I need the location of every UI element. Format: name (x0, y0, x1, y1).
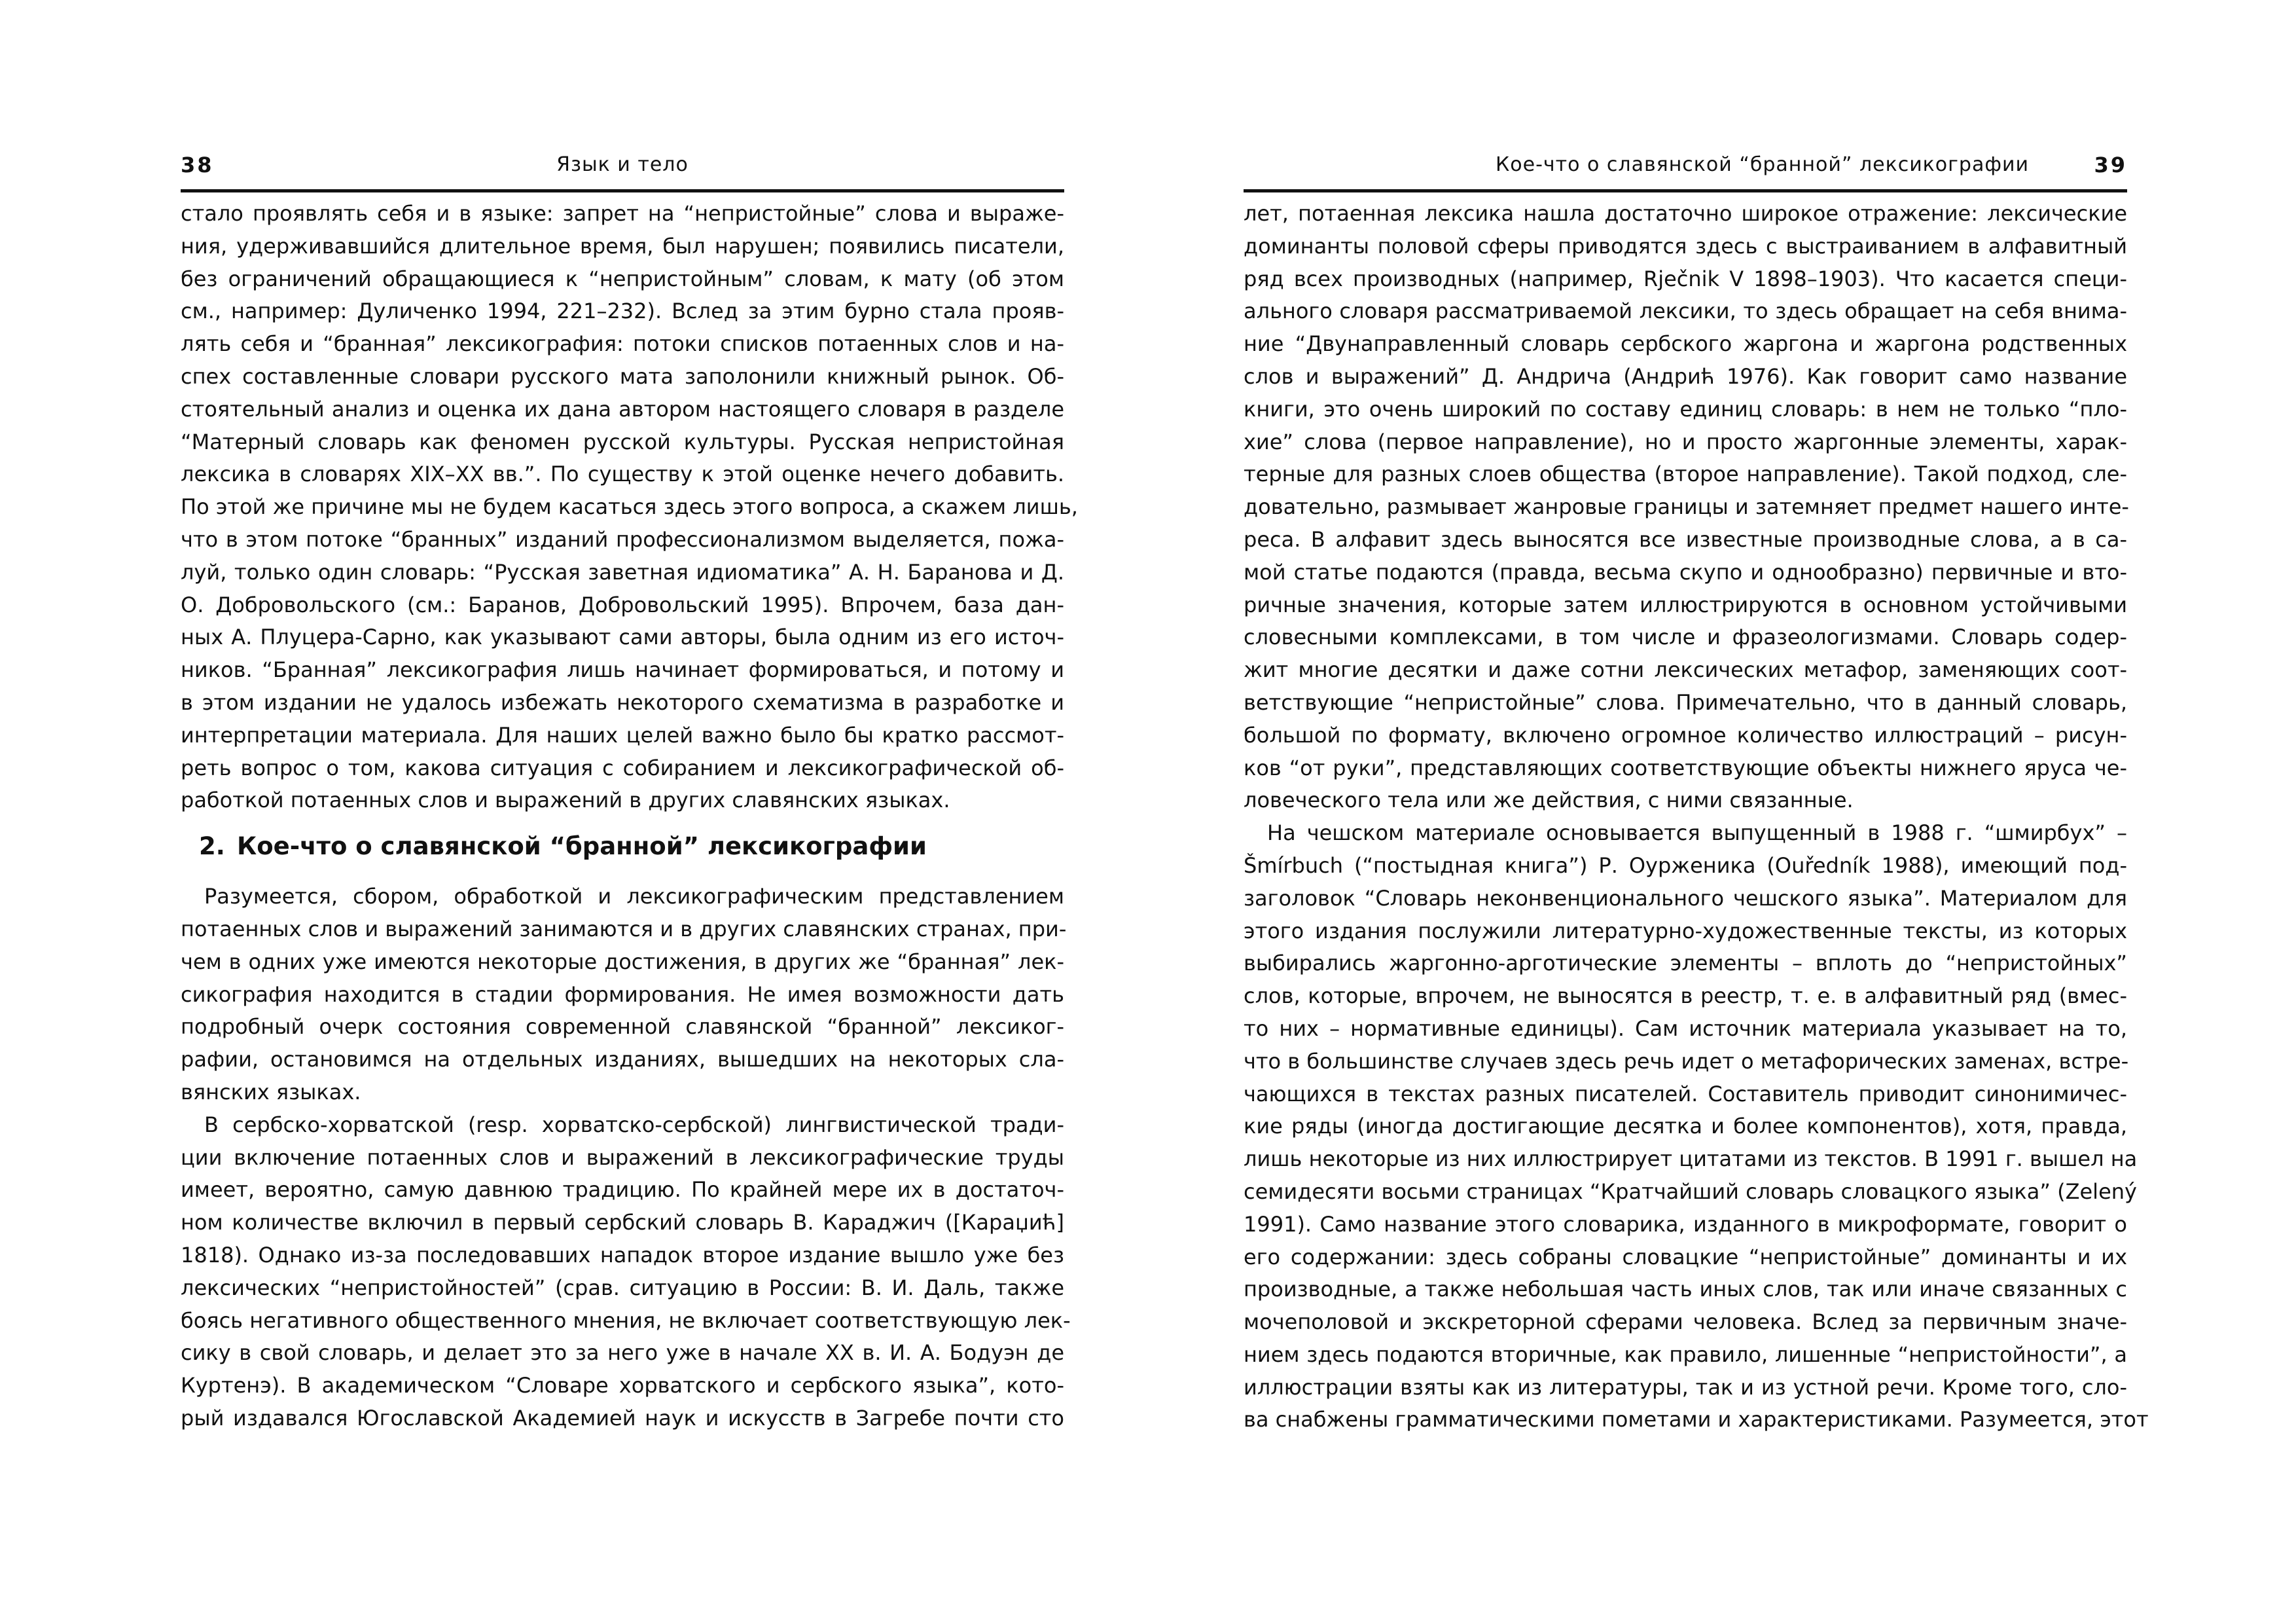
text-line: семидесяти восьми страницах “Кратчайший словарь словацкого языка” (Zelený (1244, 1178, 2137, 1204)
text-line: 1991). Само название этого словарика, изданного в микроформате, говорит о (1244, 1211, 2127, 1237)
text-line: производные, а также небольшая часть иных слов, так или иначе связанных с (1244, 1277, 2127, 1302)
text-line: нием здесь подаются вторичные, как правило, лишенные “непристойности”, а (1244, 1341, 2127, 1367)
text-line: ва снабжены грамматическими пометами и характеристиками. Разумеется, этот (1244, 1407, 2149, 1432)
text-line: без ограничений обращающиеся к “непристойным” словам, к мату (об этом (181, 266, 1064, 291)
text-line: слов, которые, впрочем, не выносятся в реестр, т. е. в алфавитный ряд (вмес- (1244, 983, 2127, 1009)
text-line: мой статье подаются (правда, весьма скупо и однообразно) первичные и вто- (1244, 559, 2127, 585)
text-line: кие ряды (иногда достигающие десятка и более компонентов), хотя, правда, (1244, 1114, 2127, 1139)
text-line: стало проявлять себя и в языке: запрет на “непристойные” слова и выраже- (181, 201, 1064, 226)
text-line: чем в одних уже имеются некоторые достижения, в других же “бранная” лек- (181, 949, 1064, 974)
right-page (1244, 0, 2149, 1623)
text-line: работкой потаенных слов и выражений в других славянских языках. (181, 788, 950, 813)
text-line: ние “Двунаправленный словарь сербского жаргона и жаргона родственных (1244, 331, 2127, 357)
text-line: довательно, размывает жанровые границы и затемняет предмет нашего инте- (1244, 494, 2129, 520)
section-heading (181, 817, 1064, 881)
text-line: что в этом потоке “бранных” изданий профессионализмом выделяется, пожа- (181, 526, 1064, 552)
text-line: ных А. Плуцера-Сарно, как указывают сами авторы, была одним из его источ- (181, 625, 1064, 650)
text-line: лять себя и “бранная” лексикография: потоки списков потаенных слов и на- (181, 331, 1064, 357)
text-line: По этой же причине мы не будем касаться здесь этого вопроса, а скажем лишь, (181, 494, 1078, 520)
text-line: боясь негативного общественного мнения, не включает соответствующую лек- (181, 1307, 1071, 1333)
text-line: иллюстрации взяты как из литературы, так и из устной речи. Кроме того, сло- (1244, 1374, 2127, 1400)
text-line: словесными комплексами, в том числе и фразеологизмами. Словарь содер- (1244, 625, 2127, 650)
text-line: стоятельный анализ и оценка их дана автором настоящего словаря в разделе (181, 396, 1064, 422)
text-line: рафии, остановимся на отдельных изданиях, вышедших на некоторых сла- (181, 1047, 1064, 1072)
text-line: его содержании: здесь собраны словацкие “непристойные” доминанты и их (1244, 1244, 2127, 1269)
text-line: этого издания послужили литературно-художественные тексты, из которых (1244, 918, 2127, 943)
text-line: ветствующие “непристойные” слова. Примечательно, что в данный словарь, (1244, 689, 2127, 715)
text-line: ричные значения, которые затем иллюстрируются в основном устойчивыми (1244, 592, 2127, 617)
text-line: доминанты половой сферы приводятся здесь с выстраиванием в алфавитный (1244, 233, 2127, 259)
text-line: то них – нормативные единицы). Сам источник материала указывает на то, (1244, 1015, 2127, 1041)
text-line: ния, удерживавшийся длительное время, был нарушен; появились писатели, (181, 233, 1064, 259)
text-line: луй, только один словарь: “Русская заветная идиоматика” А. Н. Баранова и Д. (181, 559, 1064, 585)
header-rule (181, 189, 1064, 192)
page-number: 38 (181, 153, 214, 177)
page-number: 39 (2094, 153, 2127, 177)
left-page (181, 0, 1078, 1623)
text-line: ряд всех производных (например, Rječnik V 1898–1903). Что касается специ- (1244, 266, 2127, 291)
header-rule (1244, 189, 2127, 192)
text-line: Куртенэ). В академическом “Словаре хорватского и сербского языка”, кото- (181, 1373, 1064, 1398)
text-line: чающихся в текстах разных писателей. Составитель приводит синонимичес- (1244, 1081, 2127, 1106)
text-line: подробный очерк состояния современной славянской “бранной” лексиког- (181, 1014, 1064, 1040)
text-line: лексических “непристойностей” (срав. ситуацию в России: В. И. Даль, также (181, 1275, 1064, 1300)
text-line: рый издавался Югославской Академией наук и искусств в Загребе почти сто (181, 1405, 1064, 1431)
text-line: реса. В алфавит здесь выносятся все известные производные слова, а в са- (1244, 526, 2127, 552)
text-line: ловеческого тела или же действия, с ними связанные. (1244, 788, 1854, 813)
text-line: лет, потаенная лексика нашла достаточно широкое отражение: лексические (1244, 201, 2127, 226)
text-line: лексика в словарях XIX–XX вв.”. По существу к этой оценке нечего добавить. (181, 462, 1064, 487)
text-line: книги, это очень широкий по составу единиц словарь: в нем не только “пло- (1244, 396, 2127, 422)
body-text (181, 198, 1078, 1435)
text-line: см., например: Дуличенко 1994, 221–232). Вслед за этим бурно стала прояв- (181, 299, 1064, 324)
text-line: жит многие десятки и даже сотни лексических метафор, заменяющих соот- (1244, 657, 2127, 683)
text-line: лишь некоторые из них иллюстрирует цитатами из текстов. В 1991 г. вышел на (1244, 1146, 2138, 1172)
text-line: На чешском материале основывается выпущенный в 1988 г. “шмирбух” – (1267, 820, 2127, 846)
text-line: интерпретации материала. Для наших целей важно было бы кратко рассмот- (181, 722, 1064, 748)
running-title: Кое-что о славянской “бранной” лексикографии (1496, 153, 2029, 176)
text-line: ции включение потаенных слов и выражений в лексикографические труды (181, 1144, 1064, 1170)
text-line: потаенных слов и выражений занимаются и в других славянских странах, при- (181, 916, 1067, 941)
text-line: большой по формату, включено огромное количество иллюстраций – рисун- (1244, 722, 2127, 748)
running-head (181, 145, 1064, 185)
text-line: ков “от руки”, представляющих соответствующие объекты нижнего яруса че- (1244, 755, 2127, 780)
text-line: выбирались жаргонно-арготические элементы – вплоть до “непристойных” (1244, 951, 2127, 976)
running-title: Язык и тело (556, 153, 689, 176)
text-line: ном количестве включил в первый сербский словарь В. Караджич ([Караџић] (181, 1210, 1064, 1235)
text-line: Šmírbuch (“постыдная книга”) Р. Оурженика (Ouředník 1988), имеющий под- (1244, 852, 2127, 878)
text-line: ников. “Бранная” лексикография лишь начинает формироваться, и потому и (181, 657, 1064, 683)
text-line: ального словаря рассматриваемой лексики, то здесь обращает на себя внима- (1244, 299, 2127, 324)
text-line: слов и выражений” Д. Андрича (Андрић 1976). Как говорит само название (1244, 363, 2127, 389)
text-line: реть вопрос о том, какова ситуация с собиранием и лексикографической об- (181, 755, 1064, 780)
text-line: заголовок “Словарь неконвенционального чешского языка”. Материалом для (1244, 885, 2127, 911)
running-head (1244, 145, 2127, 185)
text-line: О. Добровольского (см.: Баранов, Добровольский 1995). Впрочем, база дан- (181, 592, 1064, 617)
text-line: “Матерный словарь как феномен русской культуры. Русская непристойная (181, 429, 1064, 454)
text-line: В сербско-хорватской (resp. хорватско-сербской) лингвистической тради- (204, 1112, 1064, 1137)
text-line: имеет, вероятно, самую давнюю традицию. По крайней мере их в достаточ- (181, 1177, 1064, 1203)
section-title: Кое-что о славянской “бранной” лексикографии (237, 832, 927, 861)
text-line: что в большинстве случаев здесь речь идет о метафорических заменах, встре- (1244, 1048, 2129, 1074)
text-line: терные для разных слоев общества (второе направление). Такой подход, сле- (1244, 462, 2127, 487)
text-line: в этом издании не удалось избежать некоторого схематизма в разработке и (181, 689, 1064, 715)
text-line: сикография находится в стадии формирования. Не имея возможности дать (181, 981, 1064, 1007)
text-line: вянских языках. (181, 1079, 361, 1104)
body-text (1244, 198, 2149, 1436)
text-line: мочеполовой и экскреторной сферами человека. Вслед за первичным значе- (1244, 1309, 2127, 1335)
text-line: спех составленные словари русского мата заполонили книжный рынок. Об- (181, 363, 1064, 389)
text-line: Разумеется, сбором, обработкой и лексикографическим представлением (204, 884, 1064, 909)
text-line: сику в свой словарь, и делает это за него уже в начале XX в. И. А. Бодуэн де (181, 1340, 1064, 1366)
section-number: 2. (199, 832, 225, 861)
text-line: хие” слова (первое направление), но и просто жаргонные элементы, харак- (1244, 429, 2127, 454)
text-line: 1818). Однако из-за последовавших нападок второе издание вышло уже без (181, 1242, 1064, 1267)
